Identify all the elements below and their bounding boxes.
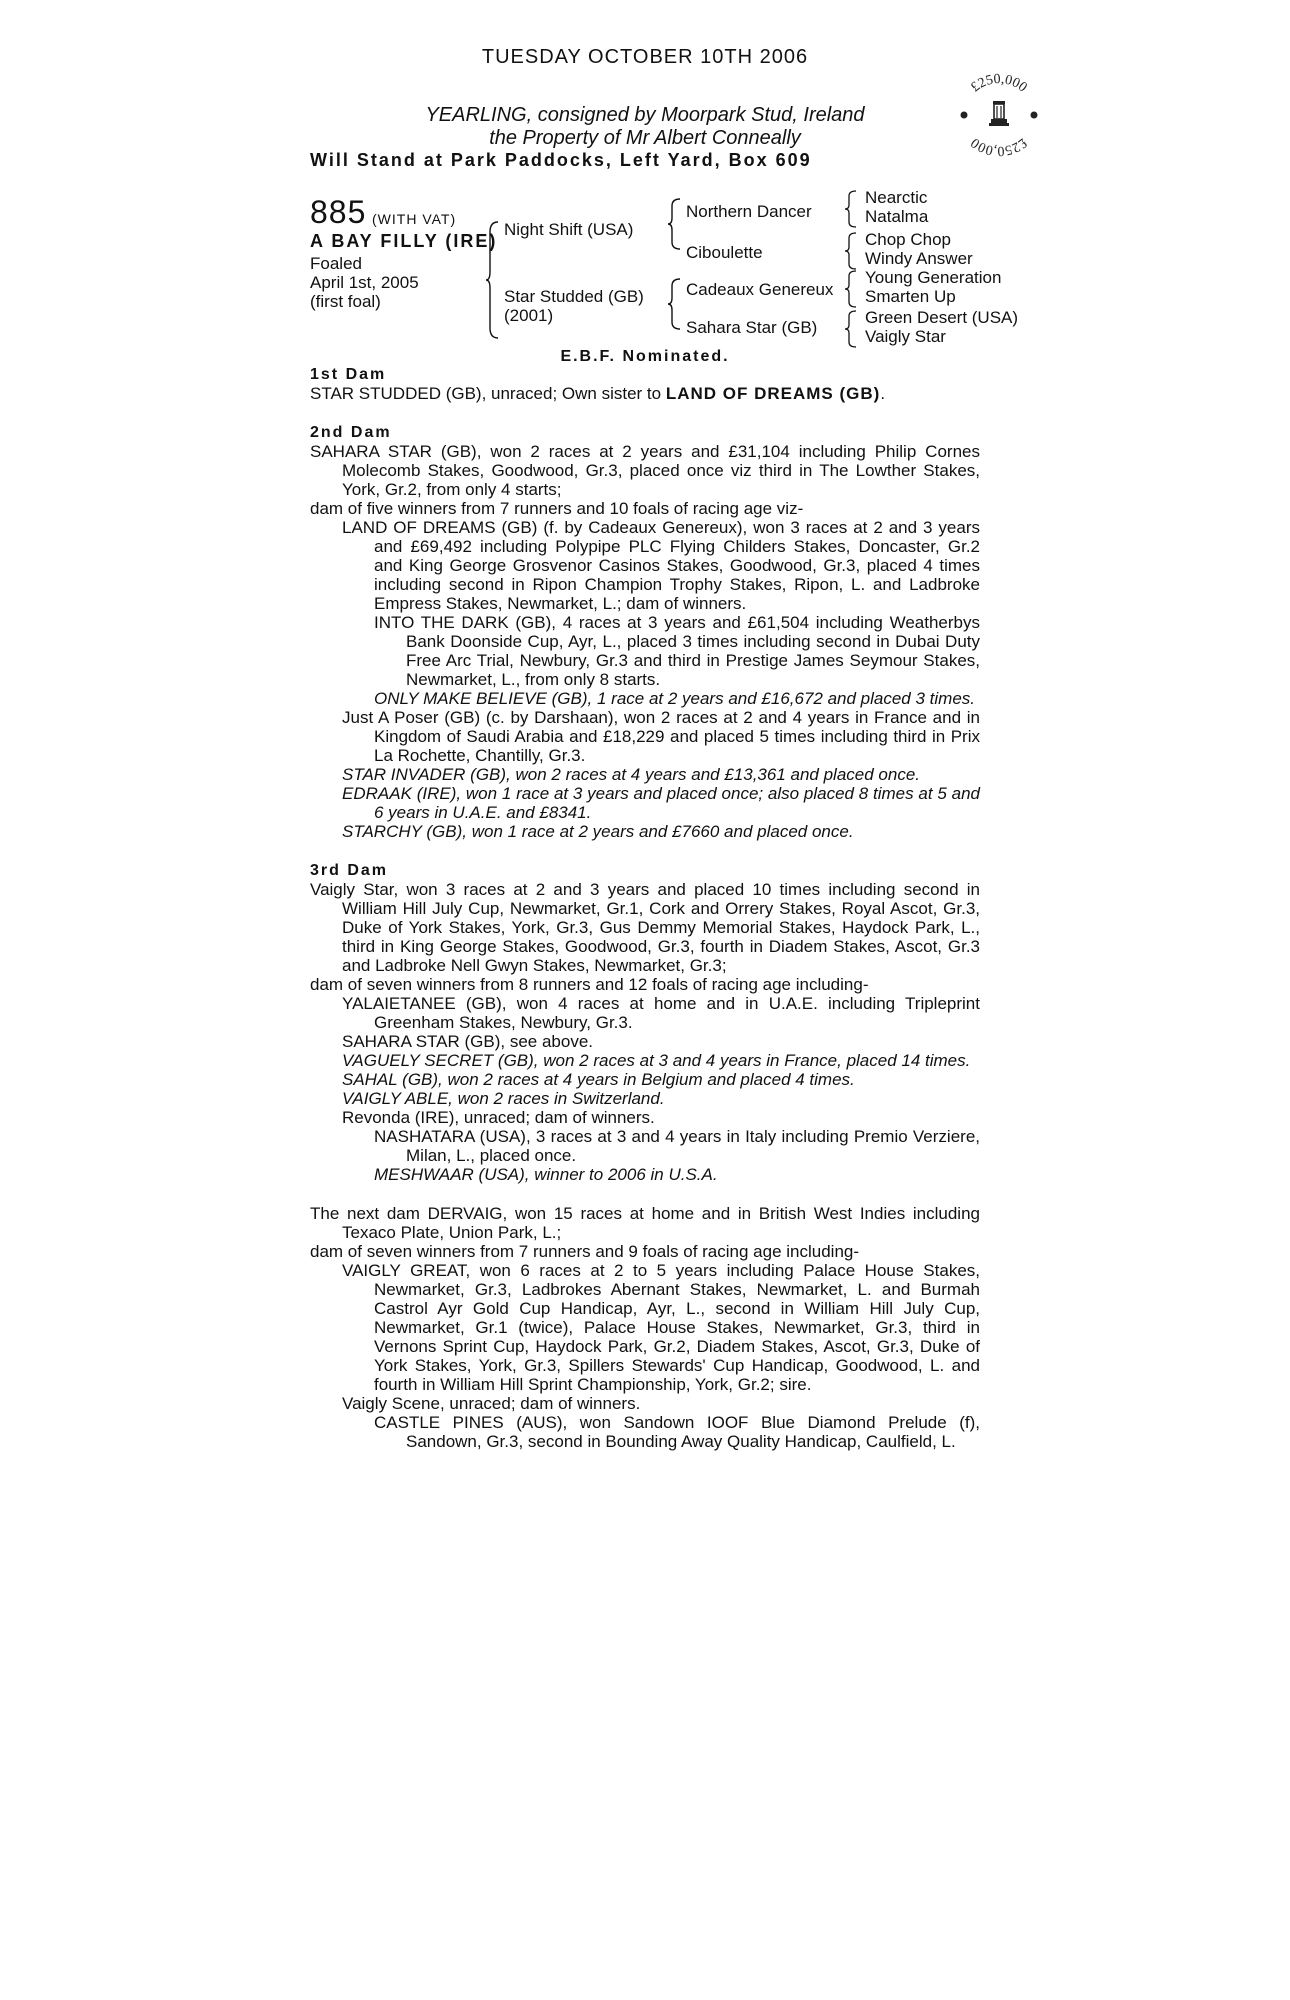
sale-date: TUESDAY OCTOBER 10TH 2006	[481, 46, 809, 68]
produce-only-make-believe: ONLY MAKE BELIEVE (GB), 1 race at 2 years and £16,672 and placed 3 times.	[374, 689, 976, 708]
pedigree-g3-7: Green Desert (USA)	[865, 308, 1019, 327]
pedigree-brace-g3-1	[845, 190, 857, 228]
produce-vaigly-great: VAIGLY GREAT, won 6 races at 2 to 5 years including Palace House Stakes, Newmarket, Gr.3, Ladbrokes Abernant Stakes, Newmarket, L. and Burmah Castrol Ayr Gold Cup Handicap, Ayr, L., second in William Hill July Cup, Newmarket, Gr.1 (twice), Palace House Stakes, Newmarket, Gr.3, third in Vernons Sprint Cup, Haydock Park, Gr.2, Diadem Stakes, Ascot, Gr.3, Duke of York Stakes, York, Gr.3, Spillers Stewards' Cup Handicap, Goodwood, L. and fourth in William Hill Sprint Championship, York, Gr.2; sire.	[342, 1261, 980, 1394]
stand-location: Will Stand at Park Paddocks, Left Yard, Box 609	[310, 150, 812, 170]
ebf-nomination: E.B.F. Nominated.	[560, 348, 730, 365]
lot-description: A BAY FILLY (IRE)	[310, 231, 498, 251]
foaled-label: Foaled	[310, 254, 362, 273]
produce-sahara-star: SAHARA STAR (GB), see above.	[342, 1032, 593, 1051]
foaled-date: April 1st, 2005	[310, 273, 419, 292]
produce-record	[310, 365, 980, 1451]
produce-vaguely-secret: VAGUELY SECRET (GB), won 2 races at 3 and 4 years in France, placed 14 times.	[342, 1051, 971, 1070]
next-dam-record: The next dam DERVAIG, won 15 races at home and in British West Indies including Texaco Plate, Union Park, L.;	[310, 1204, 980, 1242]
produce-meshwaar: MESHWAAR (USA), winner to 2006 in U.S.A.	[374, 1165, 718, 1184]
first-dam-heading: 1st Dam	[310, 366, 387, 383]
lot-number: 885	[310, 194, 367, 230]
pedigree-dam-year: (2001)	[504, 306, 554, 325]
pedigree-g3-8: Vaigly Star	[865, 327, 946, 346]
produce-starchy: STARCHY (GB), won 1 race at 2 years and £7660 and placed once.	[342, 822, 854, 841]
pedigree-brace-g3-2	[845, 232, 857, 270]
pedigree-g3-1: Nearctic	[865, 188, 928, 207]
pedigree-g3-3: Chop Chop	[865, 230, 952, 249]
pedigree-dam	[504, 287, 644, 325]
third-dam-record: Vaigly Star, won 3 races at 2 and 3 years and placed 10 times including second in William Hill July Cup, Newmarket, Gr.1, Cork and Orrery Stakes, Royal Ascot, Gr.3, Duke of York Stakes, York, Gr.3, Gus Demmy Memorial Stakes, Haydock Park, L., third in King George Stakes, Goodwood, Gr.3, fourth in Diadem Stakes, Ascot, Gr.3 and Ladbroke Nell Gwyn Stakes, Newmarket, Gr.3;	[310, 880, 980, 975]
produce-vaigly-able: VAIGLY ABLE, won 2 races in Switzerland.	[342, 1089, 665, 1108]
foal-note: (first foal)	[310, 292, 381, 311]
vat-note: (WITH VAT)	[372, 211, 457, 227]
produce-edraak: EDRAAK (IRE), won 1 race at 3 years and placed once; also placed 8 times at 5 and 6 years in U.A.E. and £8341.	[342, 784, 980, 822]
consignment-block	[0, 104, 1290, 150]
produce-yalaietanee: YALAIETANEE (GB), won 4 races at home and in U.A.E. including Tripleprint Greenham Stakes, Newbury, Gr.3.	[342, 994, 980, 1032]
next-dam-produce-summary: dam of seven winners from 7 runners and 9 foals of racing age including-	[310, 1242, 860, 1261]
svg-text:£250,000	[968, 72, 1029, 96]
pedigree-g3-5: Young Generation	[865, 268, 1002, 287]
produce-vaigly-scene: Vaigly Scene, unraced; dam of winners.	[342, 1394, 641, 1413]
first-dam-text: STAR STUDDED (GB), unraced; Own sister to LAND OF DREAMS (GB).	[310, 384, 886, 403]
produce-nashatara: NASHATARA (USA), 3 races at 3 and 4 years in Italy including Premio Verziere, Milan, L., placed once.	[374, 1127, 980, 1165]
produce-revonda: Revonda (IRE), unraced; dam of winners.	[342, 1108, 655, 1127]
second-dam-produce-summary: dam of five winners from 7 runners and 10 foals of racing age viz-	[310, 499, 804, 518]
pedigree-dam-sire: Cadeaux Genereux	[686, 280, 834, 299]
pedigree-sire: Night Shift (USA)	[504, 220, 634, 239]
pedigree-brace-g3-4	[845, 310, 857, 348]
second-dam-record: SAHARA STAR (GB), won 2 races at 2 years and £31,104 including Philip Cornes Molecomb Stakes, Goodwood, Gr.3, placed once viz third in The Lowther Stakes, York, Gr.2, from only 4 starts;	[310, 442, 980, 499]
second-dam-heading: 2nd Dam	[310, 424, 392, 441]
pedigree-brace-dam-side	[668, 278, 682, 330]
pedigree-g3-6: Smarten Up	[865, 287, 956, 306]
price-stamp-seal	[952, 68, 1046, 162]
produce-sahal: SAHAL (GB), won 2 races at 4 years in Belgium and placed 4 times.	[342, 1070, 855, 1089]
pedigree-sire-sire: Northern Dancer	[686, 202, 812, 221]
svg-text:£250,000	[968, 135, 1029, 159]
pedigree-dam-name: Star Studded (GB)	[504, 287, 644, 306]
produce-into-the-dark: INTO THE DARK (GB), 4 races at 3 years and £61,504 including Weatherbys Bank Doonside Cup, Ayr, L., placed 3 times including second in Dubai Duty Free Arc Trial, Newbury, Gr.3 and third in Prestige James Seymour Stakes, Newmarket, L., from only 8 starts.	[374, 613, 980, 689]
pedigree-brace-g3-3	[845, 270, 857, 308]
pedigree-g3-2: Natalma	[865, 207, 929, 226]
pedigree-g3-4: Windy Answer	[865, 249, 973, 268]
produce-star-invader: STAR INVADER (GB), won 2 races at 4 years and £13,361 and placed once.	[342, 765, 920, 784]
produce-castle-pines: CASTLE PINES (AUS), won Sandown IOOF Blue Diamond Prelude (f), Sandown, Gr.3, second in Bounding Away Quality Handicap, Caulfield, L.	[374, 1413, 980, 1451]
produce-land-of-dreams: LAND OF DREAMS (GB) (f. by Cadeaux Genereux), won 3 races at 2 and 3 years and £69,492 including Polypipe PLC Flying Childers Stakes, Doncaster, Gr.2 and King George Grosvenor Casinos Stakes, Goodwood, Gr.3, placed 4 times including second in Ripon Champion Trophy Stakes, Ripon, L. and Ladbroke Empress Stakes, Newmarket, L.; dam of winners.	[342, 518, 980, 613]
pedigree-brace-sire-side	[668, 198, 682, 250]
stamp-text-top: £250,000	[968, 71, 1030, 96]
owner-line: the Property of Mr Albert Conneally	[489, 127, 801, 149]
pedigree-block	[310, 190, 1030, 360]
pedigree-dam-dam: Sahara Star (GB)	[686, 318, 818, 337]
foaled-info	[310, 254, 419, 311]
pedigree-sire-dam: Ciboulette	[686, 243, 763, 262]
produce-just-a-poser: Just A Poser (GB) (c. by Darshaan), won 2 races at 2 and 4 years in France and in Kingdom of Saudi Arabia and £18,229 and placed 5 times including third in Prix La Rochette, Chantilly, Gr.3.	[342, 708, 980, 765]
third-dam-heading: 3rd Dam	[310, 862, 389, 879]
consignor-line: YEARLING, consigned by Moorpark Stud, Ireland	[425, 104, 865, 126]
third-dam-produce-summary: dam of seven winners from 8 runners and 12 foals of racing age including-	[310, 975, 869, 994]
stamp-text-bottom: £250,000	[968, 134, 1030, 159]
pedigree-brace-gen1	[486, 220, 500, 340]
